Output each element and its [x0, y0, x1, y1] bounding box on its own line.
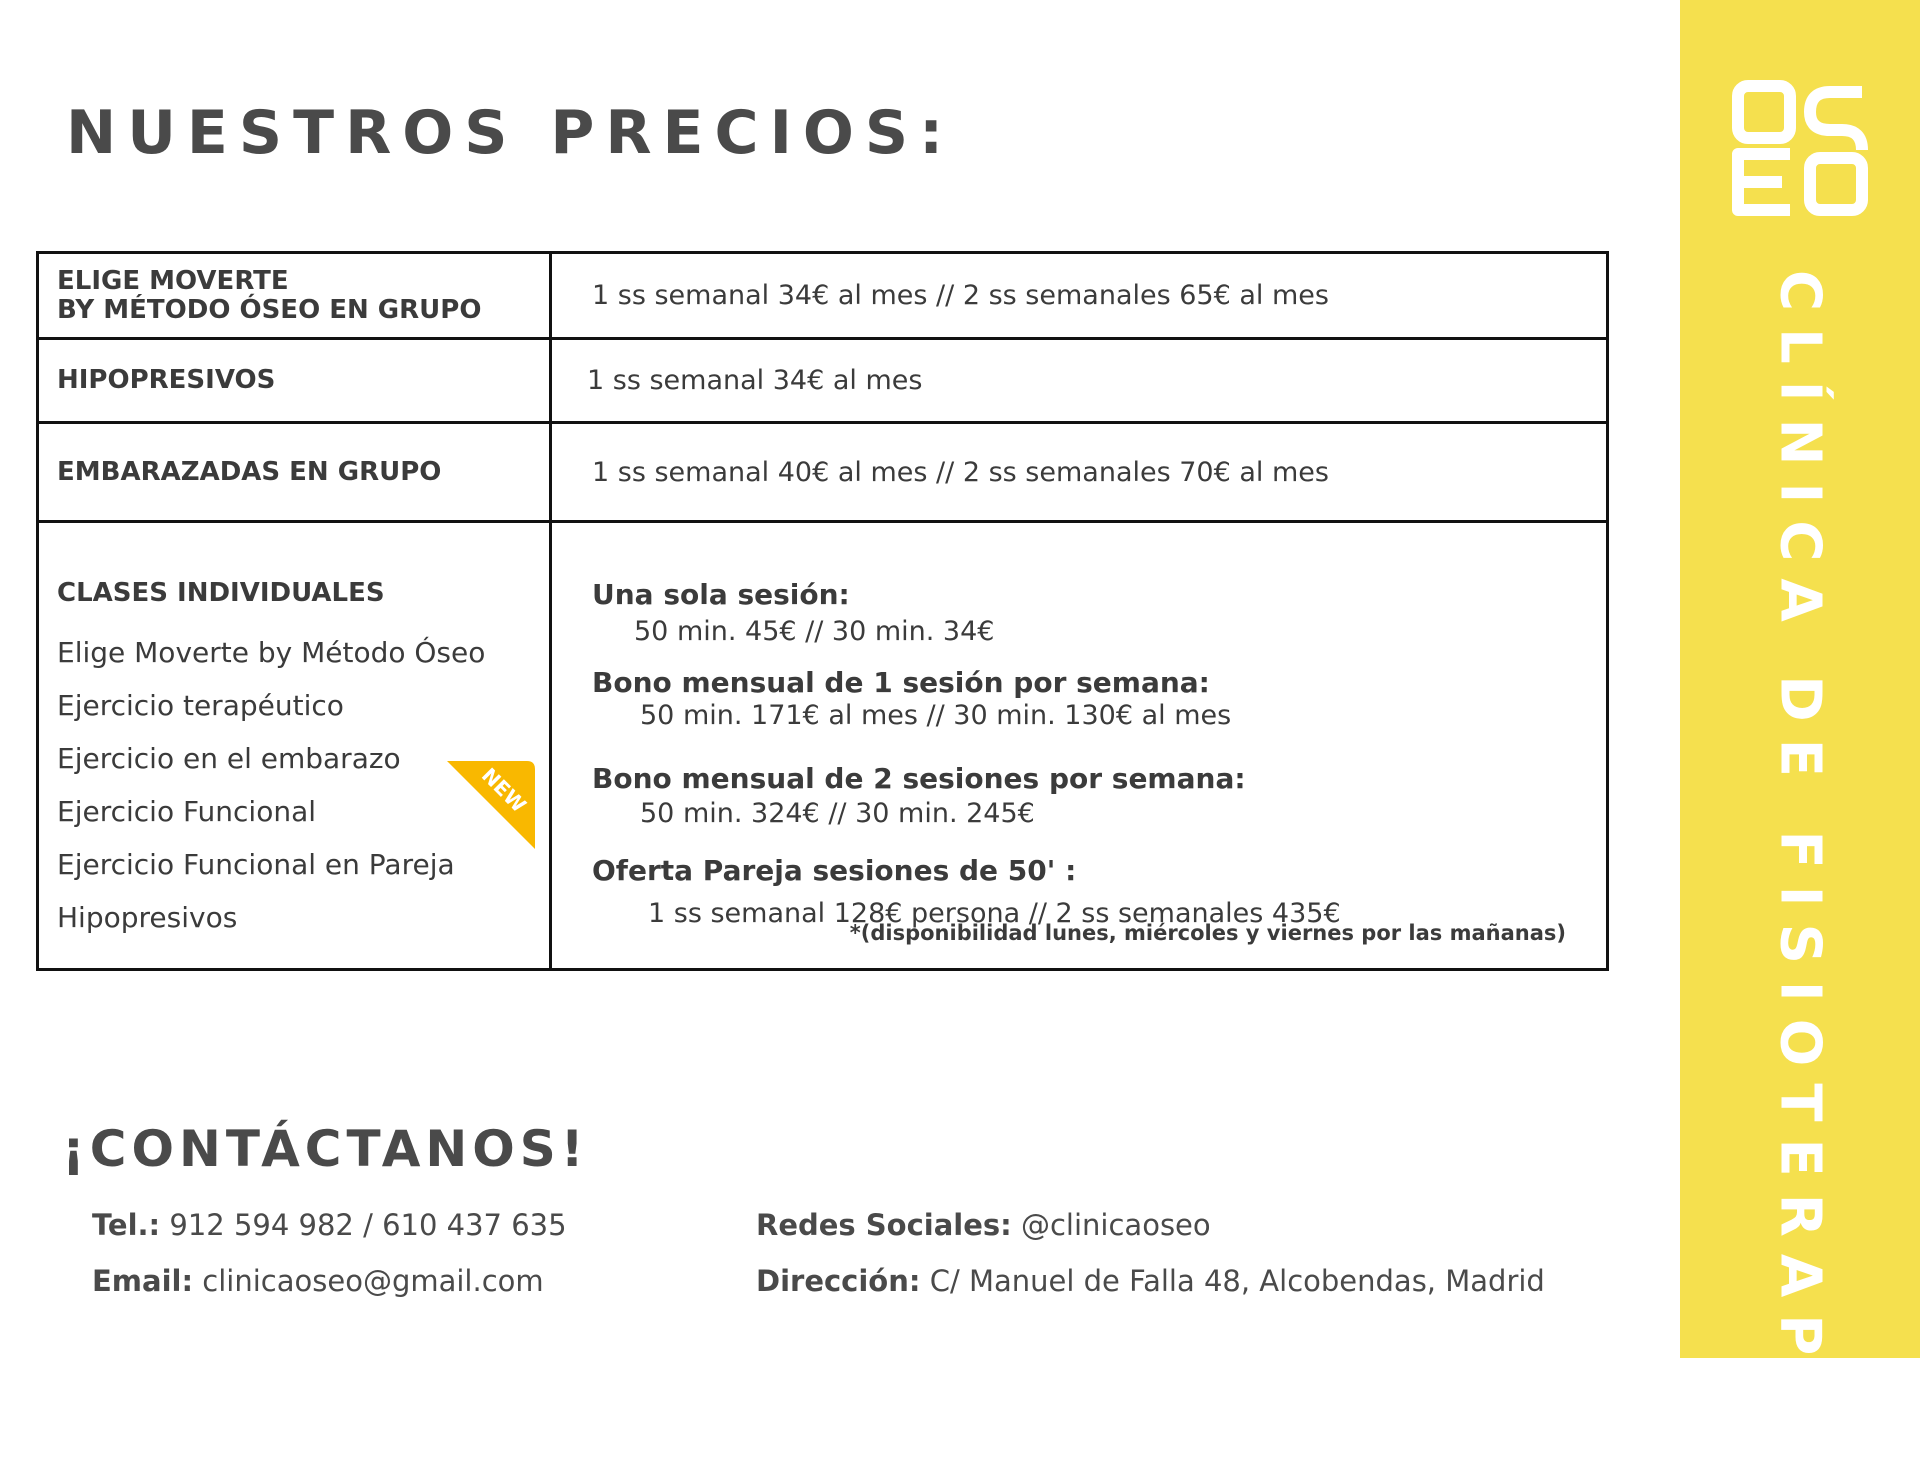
- address-label: Dirección:: [756, 1264, 921, 1298]
- price-heading: Bono mensual de 1 sesión por semana:: [592, 665, 1210, 699]
- tel-value: 912 594 982 / 610 437 635: [160, 1208, 567, 1242]
- row-price: 1 ss semanal 40€ al mes // 2 ss semanales 70€ al mes: [551, 423, 1608, 522]
- list-item: Elige Moverte by Método Óseo: [57, 636, 486, 669]
- table-row: [38, 522, 1608, 970]
- email-label: Email:: [92, 1264, 194, 1298]
- page-title: NUESTROS PRECIOS:: [66, 98, 955, 168]
- new-badge: [443, 755, 539, 851]
- price-detail: 50 min. 324€ // 30 min. 245€: [640, 797, 1035, 829]
- new-badge-text: NEW: [476, 763, 531, 818]
- list-item: Ejercicio en el embarazo: [57, 742, 401, 775]
- table-row: [38, 339, 1608, 423]
- contact-tel: [92, 1208, 567, 1242]
- list-item: Ejercicio Funcional: [57, 795, 317, 828]
- social-label: Redes Sociales:: [756, 1208, 1012, 1242]
- price-detail: 50 min. 45€ // 30 min. 34€: [634, 615, 995, 647]
- availability-note: *(disponibilidad lunes, miércoles y viernes por las mañanas): [849, 921, 1566, 945]
- individual-prices-cell: [551, 522, 1608, 970]
- oseo-logo: [1730, 78, 1870, 218]
- email-value: clinicaoseo@gmail.com: [193, 1264, 544, 1298]
- brand-sidebar: [1680, 0, 1920, 1470]
- list-item: Hipopresivos: [57, 901, 238, 934]
- contact-address: [756, 1264, 1545, 1298]
- price-table: [36, 251, 1609, 971]
- table-row: [38, 423, 1608, 522]
- contact-title: ¡CONTÁCTANOS!: [62, 1120, 589, 1178]
- row-label-line: ELIGE MOVERTE: [57, 265, 289, 296]
- social-value: @clinicaoseo: [1011, 1208, 1211, 1242]
- price-heading: Oferta Pareja sesiones de 50' :: [592, 853, 1077, 887]
- price-heading: Bono mensual de 2 sesiones por semana:: [592, 761, 1246, 795]
- contact-email: [92, 1264, 544, 1298]
- address-value: C/ Manuel de Falla 48, Alcobendas, Madrid: [920, 1264, 1545, 1298]
- row-price: 1 ss semanal 34€ al mes // 2 ss semanales 65€ al mes: [551, 253, 1608, 339]
- row-label-line: BY MÉTODO ÓSEO EN GRUPO: [57, 294, 482, 325]
- row-label: HIPOPRESIVOS: [38, 339, 551, 423]
- table-row: [38, 253, 1608, 339]
- individual-classes-cell: [38, 522, 551, 970]
- row-price: 1 ss semanal 34€ al mes: [551, 339, 1608, 423]
- list-item: Ejercicio terapéutico: [57, 689, 344, 722]
- individual-classes-title: CLASES INDIVIDUALES: [57, 578, 385, 608]
- list-item: Ejercicio Funcional en Pareja: [57, 848, 455, 881]
- row-label: [38, 253, 551, 339]
- clinic-vertical-title: CLÍNICA DE FISIOTERAPIA: [1767, 270, 1833, 1470]
- price-detail: 1 ss semanal 128€ persona // 2 ss semanales 435€: [648, 897, 1341, 929]
- price-heading: Una sola sesión:: [592, 577, 850, 611]
- contact-social: [756, 1208, 1211, 1242]
- row-label: EMBARAZADAS EN GRUPO: [38, 423, 551, 522]
- tel-label: Tel.:: [92, 1208, 161, 1242]
- price-detail: 50 min. 171€ al mes // 30 min. 130€ al mes: [640, 699, 1232, 731]
